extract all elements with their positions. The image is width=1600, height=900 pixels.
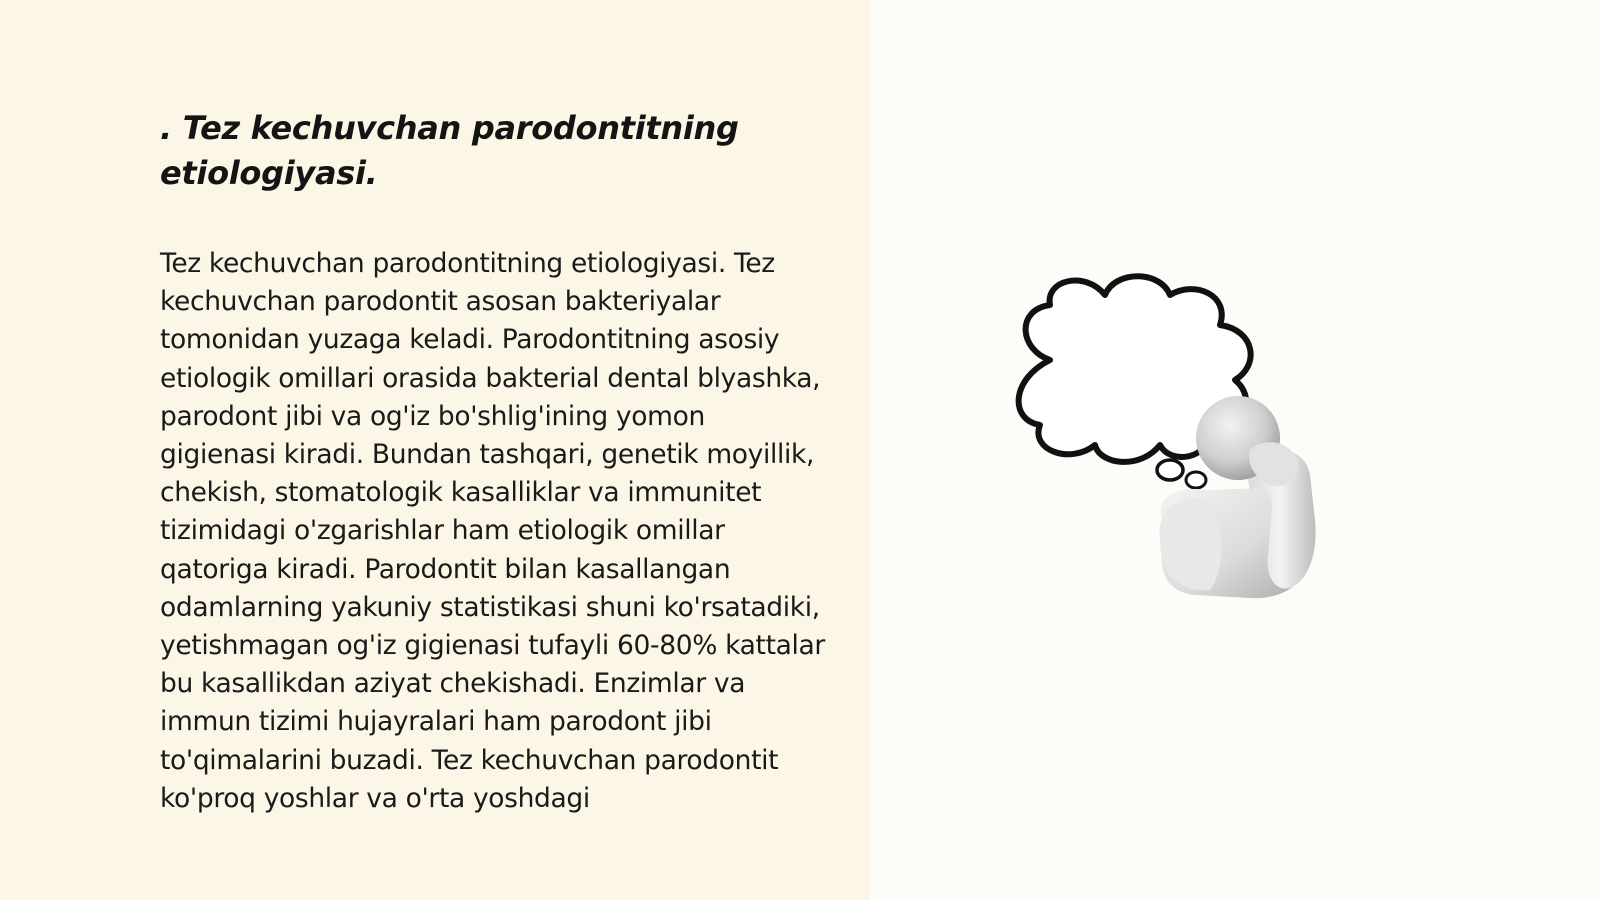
slide-title: . Tez kechuvchan parodontitning etiologiyasi. <box>160 109 739 192</box>
thinking-person-with-thought-bubble-icon <box>1010 270 1370 620</box>
slide-body-text: Tez kechuvchan parodontitning etiologiyasi. Tez kechuvchan parodontit asosan bakteriyalar tomonidan yuzaga keladi. Parodontitning asosiy etiologik omillari orasida bakterial dental blyashka, parodont jibi va og'iz bo'shlig'ining yomon gigienasi kiradi. Bundan tashqari, genetik moyillik, chekish, stomatologik kasalliklar va immunitet tizimidagi o'zgarishlar ham etiologik omillar qatoriga kiradi. Parodontit bilan kasallangan odamlarning yakuniy statistikasi shuni ko'rsatadiki, yetishmagan og'iz gigienasi tufayli 60-80% kattalar bu kasallikdan aziyat chekishadi. Enzimlar va immun tizimi hujayralari ham parodont jibi to'qimalarini buzadi. Tez kechuvchan parodontit ko'proq yoshlar va o'rta yoshdagi <box>160 248 825 814</box>
thought-bubble-dots-icon <box>1157 460 1206 488</box>
